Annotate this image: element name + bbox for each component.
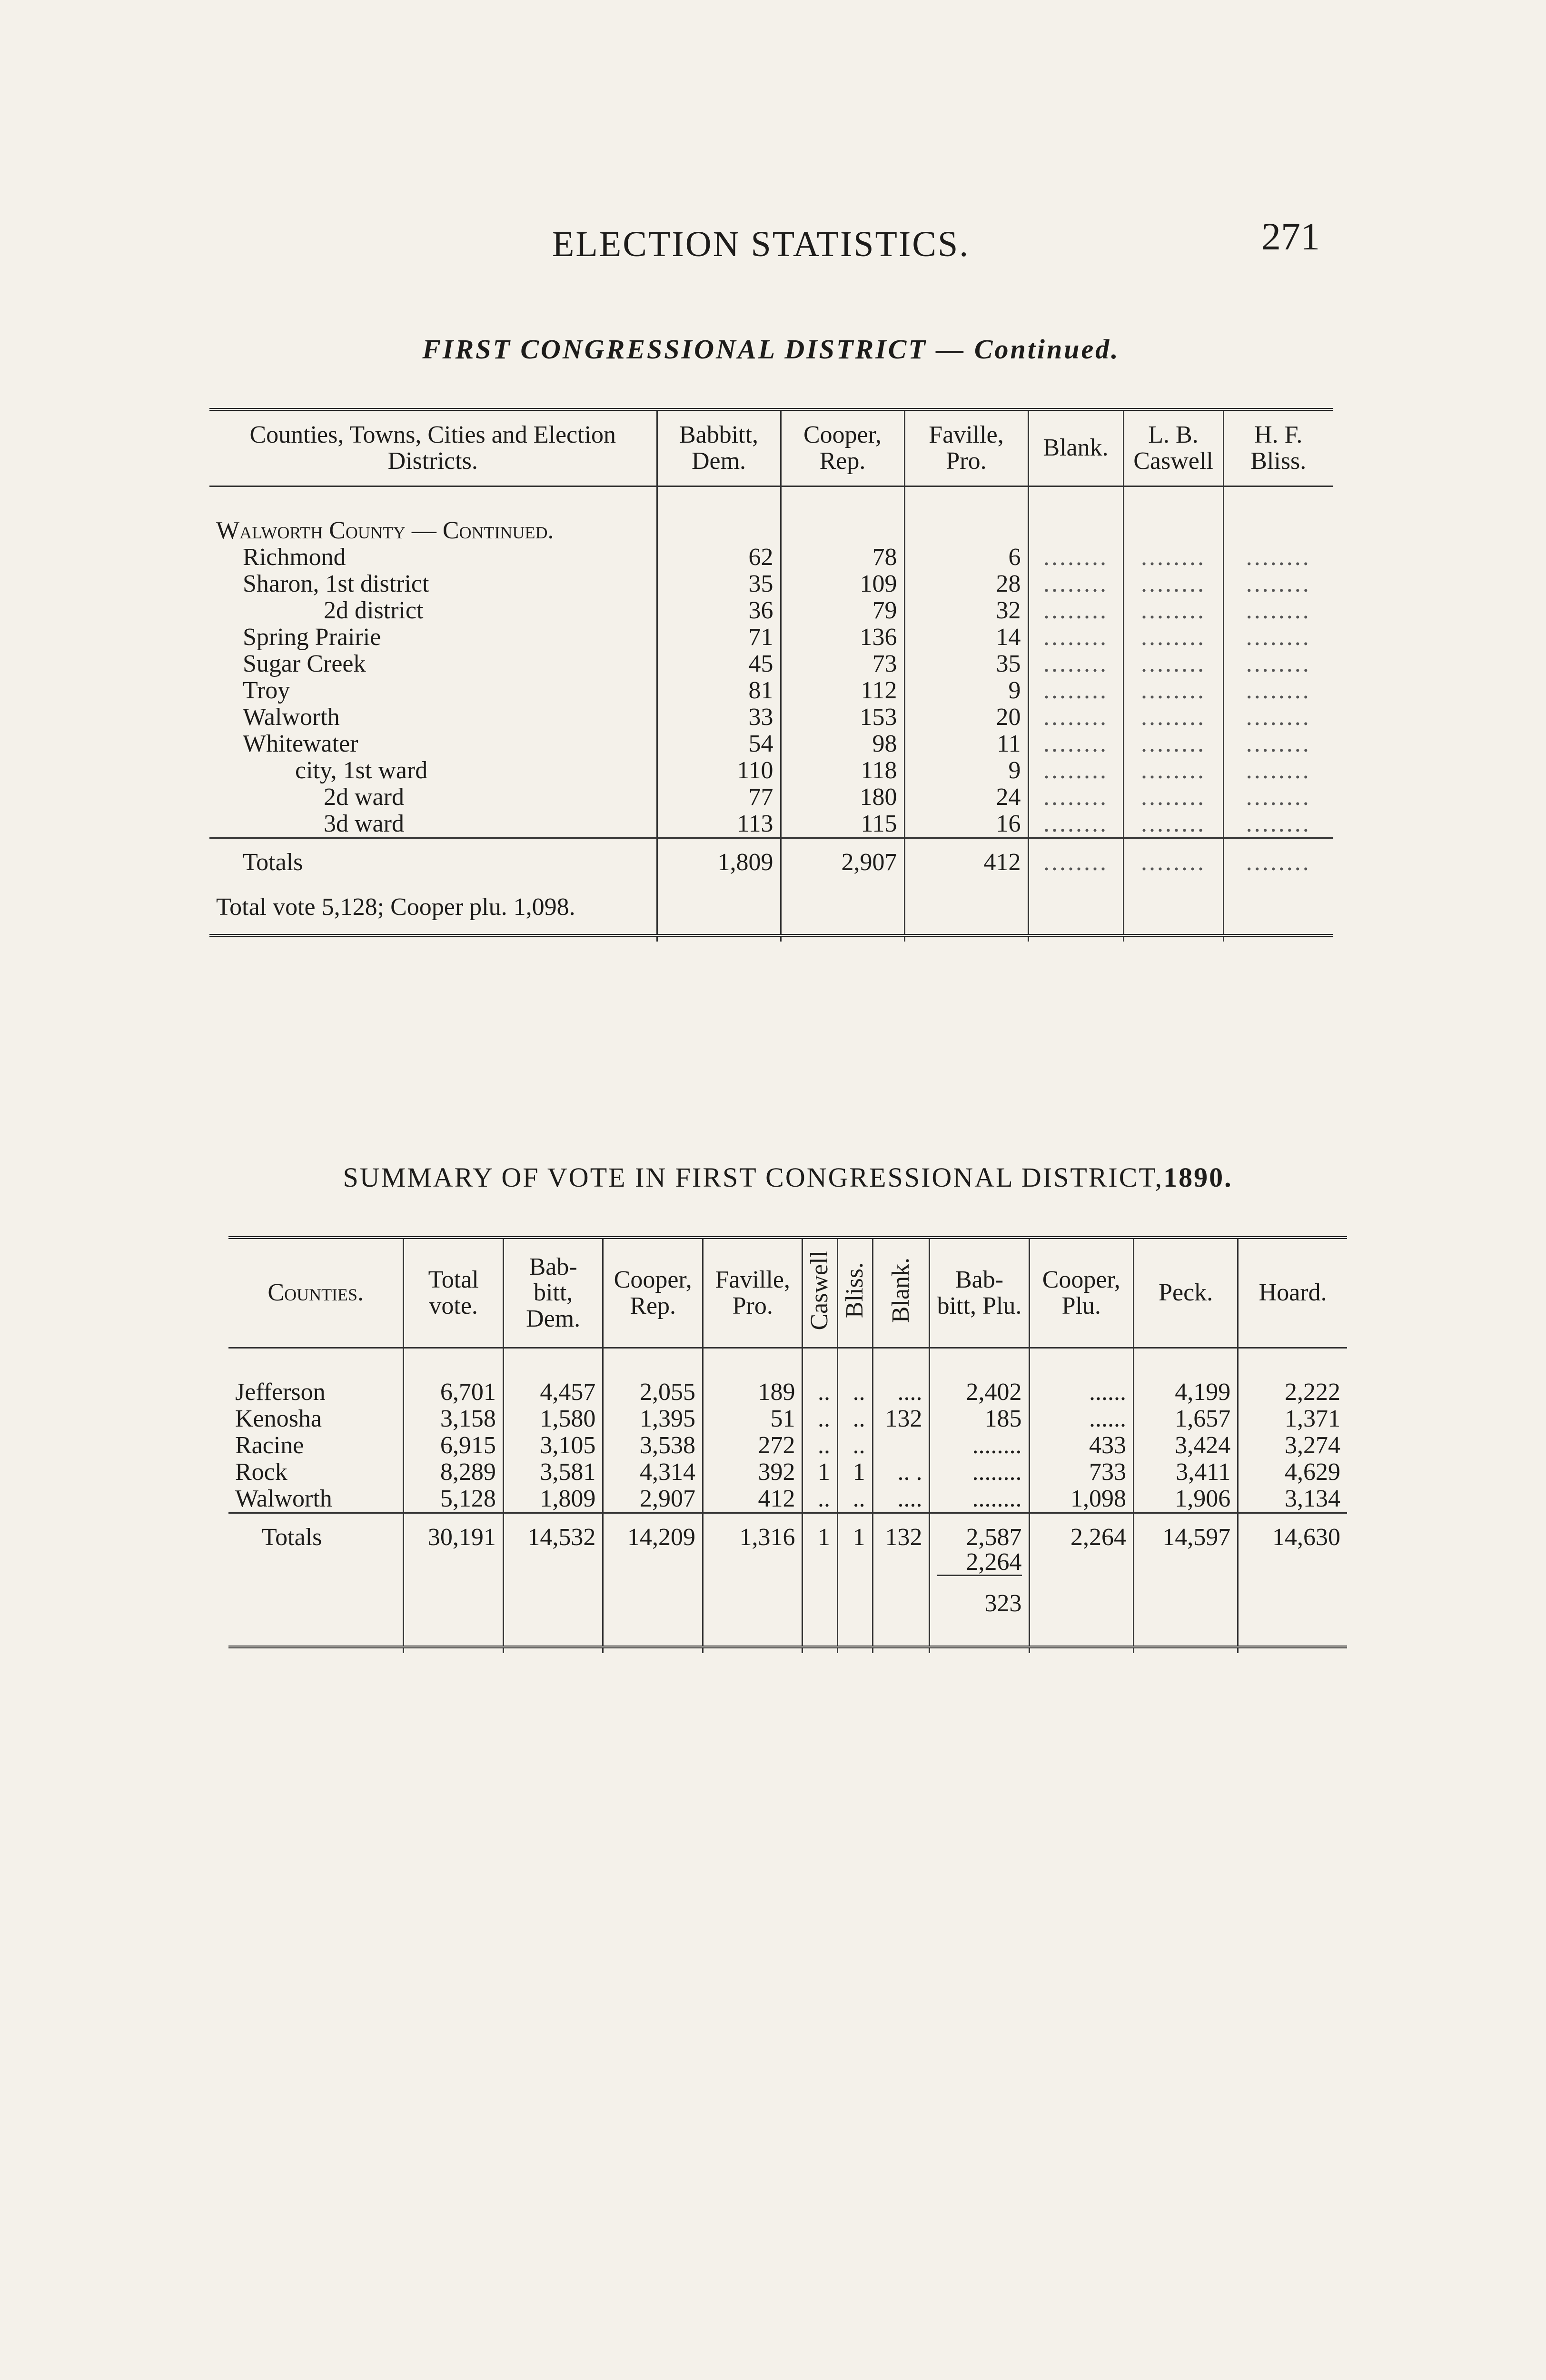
summary-totals-row [228, 1513, 1347, 1577]
row-name: Spring Prairie [243, 624, 381, 651]
header-blank [872, 1238, 930, 1348]
header-cooper-rep: Cooper, Rep. [603, 1238, 703, 1348]
cell-total: 8,289 [404, 1459, 503, 1486]
cell-babbitt: 81 [657, 677, 781, 704]
cell-cooper-plu: ...... [1029, 1406, 1133, 1432]
totals-peck: 14,597 [1133, 1513, 1238, 1577]
cell-caswell: ........ [1123, 597, 1223, 624]
cell-peck: 1,906 [1133, 1486, 1238, 1513]
cell-cooper-plu: 1,098 [1029, 1486, 1133, 1513]
cell-blank: ........ [1028, 704, 1123, 731]
header-babbitt-dem: Bab- bitt, Dem. [503, 1238, 603, 1348]
cell-babbitt: 1,809 [503, 1486, 603, 1513]
row-name: 2d district [324, 597, 424, 625]
table-row [209, 624, 1333, 651]
cell-cooper: 4,314 [603, 1459, 703, 1486]
cell-cooper: 112 [781, 677, 904, 704]
header-faville-pro: Faville, Pro. [703, 1238, 803, 1348]
table-row [209, 651, 1333, 677]
cell-cooper: 1,395 [603, 1406, 703, 1432]
header-total-vote: Total vote. [404, 1238, 503, 1348]
header-row [209, 409, 1333, 486]
totals-caswell: 1 [803, 1513, 838, 1577]
totals-babbitt-plu-line1: 2,587 [966, 1524, 1022, 1551]
cell-babbitt-plu: ........ [930, 1486, 1029, 1513]
cell-faville: 392 [703, 1459, 803, 1486]
cell-babbitt-plu: 185 [930, 1406, 1029, 1432]
cell-faville: 14 [904, 624, 1028, 651]
cell-cooper: 136 [781, 624, 904, 651]
cell-caswell: .. [803, 1406, 838, 1432]
total-vote-note: Total vote 5,128; Cooper plu. 1,098. [216, 893, 575, 921]
header-cooper: Cooper, Rep. [781, 409, 904, 486]
header-peck: Peck. [1133, 1238, 1238, 1348]
header-counties: Counties. [228, 1238, 404, 1348]
cell-cooper: 98 [781, 731, 904, 757]
county-label: Walworth County — Continued. [216, 517, 554, 545]
cell-bliss: ........ [1223, 651, 1333, 677]
cell-caswell: ........ [1123, 544, 1223, 571]
cell-caswell: ........ [1123, 731, 1223, 757]
header-caswell [803, 1238, 838, 1348]
first-district-title [209, 333, 1333, 365]
cell-bliss: .. [838, 1379, 873, 1406]
summary-table [228, 1236, 1347, 1653]
cell-blank: .... [872, 1486, 930, 1513]
table-row [209, 731, 1333, 757]
header-caswell-text: Caswell [806, 1250, 833, 1330]
cell-babbitt: 113 [657, 811, 781, 838]
first-district-title-suffix: — Continued. [936, 334, 1120, 365]
header-faville: Faville, Pro. [904, 409, 1028, 486]
cell-bliss: ........ [1223, 784, 1333, 811]
cell-bliss: .. [838, 1486, 873, 1513]
cell-total: 5,128 [404, 1486, 503, 1513]
summary-row [228, 1459, 1347, 1486]
row-name: Troy [243, 677, 290, 704]
cell-faville: 35 [904, 651, 1028, 677]
summary-row [228, 1486, 1347, 1513]
cell-faville: 28 [904, 571, 1028, 597]
totals-cooper-plu: 2,264 [1029, 1513, 1133, 1577]
summary-title-year: 1890. [1163, 1162, 1233, 1193]
totals-babbitt: 14,532 [503, 1513, 603, 1577]
header-bliss-text: Bliss. [841, 1262, 869, 1319]
cell-cooper-plu: ...... [1029, 1379, 1133, 1406]
table-row [209, 757, 1333, 784]
cell-cooper-plu: 733 [1029, 1459, 1133, 1486]
cell-cooper: 79 [781, 597, 904, 624]
cell-faville: 9 [904, 757, 1028, 784]
cell-caswell: ........ [1123, 811, 1223, 838]
row-county: Rock [235, 1458, 287, 1486]
cell-blank: ........ [1028, 784, 1123, 811]
cell-blank: ........ [1028, 544, 1123, 571]
cell-blank: .. . [872, 1459, 930, 1486]
cell-blank: ........ [1028, 571, 1123, 597]
table-row [209, 704, 1333, 731]
cell-babbitt-plu: ........ [930, 1432, 1029, 1459]
cell-bliss: .. [838, 1432, 873, 1459]
totals-caswell: ........ [1123, 838, 1223, 876]
row-name: city, 1st ward [295, 757, 428, 784]
cell-faville: 272 [703, 1432, 803, 1459]
cell-bliss: ........ [1223, 571, 1333, 597]
totals-bliss: 1 [838, 1513, 873, 1577]
cell-bliss: ........ [1223, 624, 1333, 651]
cell-blank: ........ [1028, 811, 1123, 838]
cell-blank: ........ [1028, 597, 1123, 624]
row-county: Kenosha [235, 1405, 322, 1433]
cell-cooper: 180 [781, 784, 904, 811]
cell-faville: 24 [904, 784, 1028, 811]
cell-caswell: ........ [1123, 677, 1223, 704]
page-header [0, 209, 1546, 276]
cell-faville: 32 [904, 597, 1028, 624]
cell-cooper: 78 [781, 544, 904, 571]
cell-caswell: .. [803, 1379, 838, 1406]
table-row [209, 571, 1333, 597]
cell-blank: ........ [1028, 757, 1123, 784]
cell-bliss: ........ [1223, 757, 1333, 784]
totals-blank: ........ [1028, 838, 1123, 876]
cell-faville: 412 [703, 1486, 803, 1513]
row-county: Racine [235, 1432, 304, 1459]
cell-babbitt: 54 [657, 731, 781, 757]
totals-bliss: ........ [1223, 838, 1333, 876]
cell-cooper: 73 [781, 651, 904, 677]
cell-cooper: 115 [781, 811, 904, 838]
first-district-table [209, 408, 1333, 942]
header-bliss: H. F. Bliss. [1223, 409, 1333, 486]
cell-peck: 3,411 [1133, 1459, 1238, 1486]
cell-cooper: 2,907 [603, 1486, 703, 1513]
cell-caswell: .. [803, 1486, 838, 1513]
cell-babbitt: 35 [657, 571, 781, 597]
cell-blank: 132 [872, 1406, 930, 1432]
running-title: ELECTION STATISTICS. [552, 224, 970, 264]
table-row [209, 544, 1333, 571]
header-babbitt-plu: Bab- bitt, Plu. [930, 1238, 1029, 1348]
cell-peck: 4,199 [1133, 1379, 1238, 1406]
row-name: Sugar Creek [243, 650, 366, 678]
totals-faville: 412 [904, 838, 1028, 876]
cell-cooper: 3,538 [603, 1432, 703, 1459]
first-district-title-main: FIRST CONGRESSIONAL DISTRICT [422, 334, 927, 365]
row-name: Walworth [243, 704, 340, 731]
cell-faville: 6 [904, 544, 1028, 571]
cell-blank: .... [872, 1379, 930, 1406]
cell-babbitt: 71 [657, 624, 781, 651]
cell-caswell: ........ [1123, 784, 1223, 811]
row-county: Jefferson [235, 1378, 326, 1406]
row-name: Richmond [243, 544, 346, 571]
table-row [209, 784, 1333, 811]
totals-faville: 1,316 [703, 1513, 803, 1577]
totals-total: 30,191 [404, 1513, 503, 1577]
net-plurality-row [228, 1577, 1347, 1647]
cell-caswell: ........ [1123, 704, 1223, 731]
cell-caswell: ........ [1123, 624, 1223, 651]
cell-babbitt: 62 [657, 544, 781, 571]
cell-caswell: ........ [1123, 757, 1223, 784]
totals-babbitt-plu-line2: 2,264 [937, 1550, 1021, 1576]
row-county: Walworth [235, 1485, 332, 1513]
footnote-row [209, 876, 1333, 935]
table-row [209, 677, 1333, 704]
totals-label: Totals [228, 1513, 404, 1577]
first-district-table-block [209, 333, 1333, 942]
row-name: Whitewater [243, 730, 358, 758]
cell-faville: 20 [904, 704, 1028, 731]
cell-cooper-plu: 433 [1029, 1432, 1133, 1459]
cell-babbitt-plu: ........ [930, 1459, 1029, 1486]
summary-title [228, 1161, 1347, 1193]
row-name: 3d ward [324, 810, 404, 838]
cell-total: 6,915 [404, 1432, 503, 1459]
cell-bliss: .. [838, 1406, 873, 1432]
header-blank: Blank. [1028, 409, 1123, 486]
header-babbitt: Babbitt, Dem. [657, 409, 781, 486]
summary-table-block [228, 1161, 1347, 1653]
table-row [209, 597, 1333, 624]
cell-faville: 189 [703, 1379, 803, 1406]
cell-peck: 3,424 [1133, 1432, 1238, 1459]
cell-babbitt: 3,581 [503, 1459, 603, 1486]
cell-peck: 1,657 [1133, 1406, 1238, 1432]
cell-blank: ........ [1028, 677, 1123, 704]
cell-babbitt: 45 [657, 651, 781, 677]
summary-row [228, 1406, 1347, 1432]
cell-bliss: ........ [1223, 677, 1333, 704]
header-caswell: L. B. Caswell [1123, 409, 1223, 486]
cell-babbitt-plu: 2,402 [930, 1379, 1029, 1406]
summary-header-row [228, 1238, 1347, 1348]
cell-babbitt: 4,457 [503, 1379, 603, 1406]
cell-hoard: 3,134 [1238, 1486, 1347, 1513]
row-name: Sharon, 1st district [243, 570, 429, 598]
cell-caswell: ........ [1123, 651, 1223, 677]
cell-blank: ........ [1028, 651, 1123, 677]
row-name: 2d ward [324, 783, 404, 811]
cell-bliss: 1 [838, 1459, 873, 1486]
header-bliss [838, 1238, 873, 1348]
cell-hoard: 1,371 [1238, 1406, 1347, 1432]
totals-cooper: 2,907 [781, 838, 904, 876]
totals-babbitt: 1,809 [657, 838, 781, 876]
header-cooper-plu: Cooper, Plu. [1029, 1238, 1133, 1348]
totals-row [209, 838, 1333, 876]
cell-total: 3,158 [404, 1406, 503, 1432]
cell-cooper: 118 [781, 757, 904, 784]
cell-cooper: 109 [781, 571, 904, 597]
cell-cooper: 2,055 [603, 1379, 703, 1406]
totals-cooper: 14,209 [603, 1513, 703, 1577]
cell-babbitt: 3,105 [503, 1432, 603, 1459]
cell-babbitt: 110 [657, 757, 781, 784]
cell-blank: ........ [1028, 731, 1123, 757]
cell-babbitt: 77 [657, 784, 781, 811]
cell-bliss: ........ [1223, 731, 1333, 757]
header-district: Counties, Towns, Cities and Election Districts. [209, 409, 657, 486]
cell-babbitt: 36 [657, 597, 781, 624]
totals-hoard: 14,630 [1238, 1513, 1347, 1577]
net-plurality: 323 [930, 1577, 1029, 1647]
cell-bliss: ........ [1223, 544, 1333, 571]
table-row [209, 811, 1333, 838]
cell-caswell: .. [803, 1432, 838, 1459]
totals-label: Totals [209, 838, 657, 876]
cell-hoard: 3,274 [1238, 1432, 1347, 1459]
cell-hoard: 4,629 [1238, 1459, 1347, 1486]
cell-faville: 51 [703, 1406, 803, 1432]
county-label-row [209, 517, 1333, 544]
cell-total: 6,701 [404, 1379, 503, 1406]
cell-bliss: ........ [1223, 704, 1333, 731]
cell-blank [872, 1432, 930, 1459]
cell-caswell: ........ [1123, 571, 1223, 597]
totals-babbitt-plu [930, 1513, 1029, 1577]
cell-faville: 11 [904, 731, 1028, 757]
totals-blank: 132 [872, 1513, 930, 1577]
summary-title-main: SUMMARY OF VOTE IN FIRST CONGRESSIONAL DISTRICT, [343, 1162, 1164, 1193]
cell-faville: 9 [904, 677, 1028, 704]
summary-row [228, 1432, 1347, 1459]
cell-hoard: 2,222 [1238, 1379, 1347, 1406]
cell-babbitt: 1,580 [503, 1406, 603, 1432]
header-hoard: Hoard. [1238, 1238, 1347, 1348]
cell-blank: ........ [1028, 624, 1123, 651]
header-blank-text: Blank. [887, 1258, 914, 1323]
cell-faville: 16 [904, 811, 1028, 838]
cell-bliss: ........ [1223, 597, 1333, 624]
cell-cooper: 153 [781, 704, 904, 731]
cell-bliss: ........ [1223, 811, 1333, 838]
summary-row [228, 1379, 1347, 1406]
cell-caswell: 1 [803, 1459, 838, 1486]
cell-babbitt: 33 [657, 704, 781, 731]
page-number: 271 [1261, 215, 1320, 258]
